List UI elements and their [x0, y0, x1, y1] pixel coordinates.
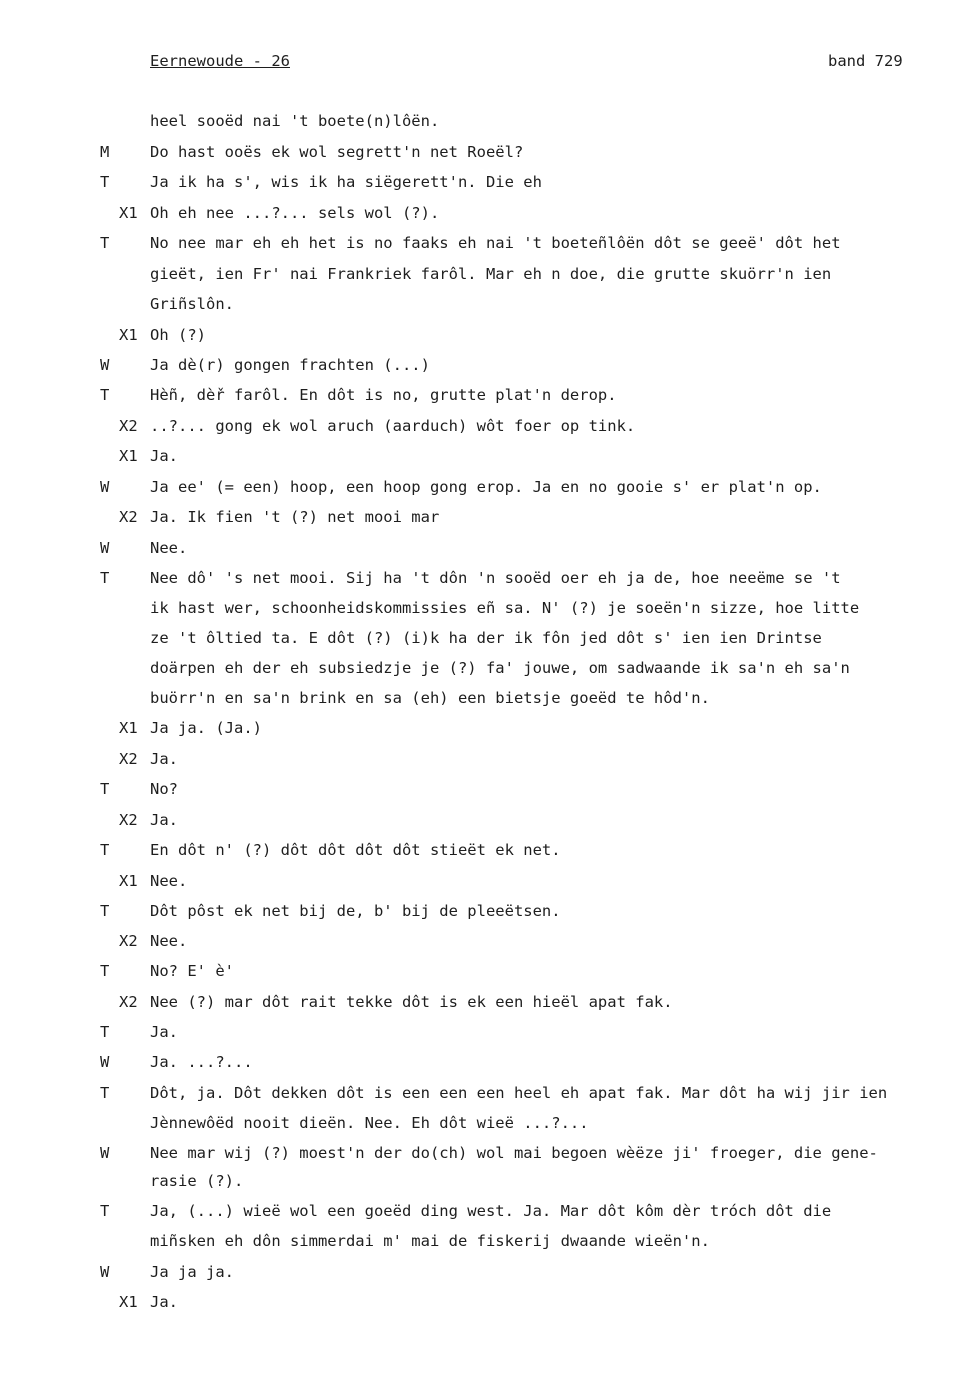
- utterance: Hèñ, dèř farôl. En dôt is no, grutte plat'n derop.: [150, 386, 617, 404]
- speaker: X1: [119, 447, 138, 465]
- utterance: gieët, ien Fr' nai Frankriek farôl. Mar eh n doe, die grutte skuörr'n ien: [150, 265, 832, 283]
- utterance: Ja.: [150, 1023, 178, 1041]
- utterance: Nee.: [150, 872, 188, 890]
- speaker: M: [100, 143, 110, 161]
- utterance: Ja dè(r) gongen frachten (...): [150, 356, 430, 374]
- utterance: Oh (?): [150, 326, 206, 344]
- speaker: T: [100, 234, 110, 252]
- speaker: T: [100, 841, 110, 859]
- speaker: T: [100, 386, 110, 404]
- speaker: X1: [119, 326, 138, 344]
- utterance: ..?... gong ek wol aruch (aarduch) wôt foer op tink.: [150, 417, 636, 435]
- speaker: X2: [119, 750, 138, 768]
- utterance: Dôt, ja. Dôt dekken dôt is een een een heel eh apat fak. Mar dôt ha wij jir ien: [150, 1084, 888, 1102]
- utterance: Ja. Ik fien 't (?) net mooi mar: [150, 508, 440, 526]
- speaker: X1: [119, 1293, 138, 1311]
- speaker: X1: [119, 872, 138, 890]
- utterance: Ja. ...?...: [150, 1053, 253, 1071]
- utterance: Ja ja. (Ja.): [150, 719, 262, 737]
- utterance: Ja ja ja.: [150, 1263, 234, 1281]
- utterance: Do hast ooës ek wol segrett'n net Roeël?: [150, 143, 524, 161]
- speaker: W: [100, 1144, 110, 1162]
- utterance: rasie (?).: [150, 1172, 244, 1190]
- utterance: Nee mar wij (?) moest'n der do(ch) wol mai begoen wèëze ji' froeger, die gene-: [150, 1144, 878, 1162]
- speaker: X2: [119, 417, 138, 435]
- utterance: Ja.: [150, 447, 178, 465]
- speaker: T: [100, 962, 110, 980]
- utterance: No nee mar eh eh het is no faaks eh nai 't boeteñlôën dôt se geeë' dôt het: [150, 234, 841, 252]
- speaker: X2: [119, 811, 138, 829]
- speaker: T: [100, 1202, 110, 1220]
- speaker: T: [100, 780, 110, 798]
- speaker: W: [100, 1053, 110, 1071]
- utterance: Nee.: [150, 539, 188, 557]
- speaker: X1: [119, 204, 138, 222]
- page-header-band: band 729: [828, 52, 903, 70]
- utterance: buörr'n en sa'n brink en sa (eh) een bietsje goeëd te hôd'n.: [150, 689, 710, 707]
- utterance: Ja.: [150, 1293, 178, 1311]
- speaker: W: [100, 539, 110, 557]
- utterance: Ja ee' (= een) hoop, een hoop gong erop. Ja en no gooie s' er plat'n op.: [150, 478, 822, 496]
- utterance: Ja.: [150, 811, 178, 829]
- speaker: X2: [119, 508, 138, 526]
- utterance: Oh eh nee ...?... sels wol (?).: [150, 204, 440, 222]
- utterance: Ja, (...) wieë wol een goeëd ding west. Ja. Mar dôt kôm dèr tróch dôt die: [150, 1202, 832, 1220]
- speaker: W: [100, 478, 110, 496]
- utterance: Jènnewôëd nooit dieën. Nee. Eh dôt wieë ...?...: [150, 1114, 589, 1132]
- utterance: No? E' è': [150, 962, 234, 980]
- utterance: Griñslôn.: [150, 295, 234, 313]
- speaker: W: [100, 356, 110, 374]
- speaker: W: [100, 1263, 110, 1281]
- utterance: En dôt n' (?) dôt dôt dôt dôt stieët ek net.: [150, 841, 561, 859]
- speaker: X2: [119, 993, 138, 1011]
- utterance: Dôt pôst ek net bij de, b' bij de pleeëtsen.: [150, 902, 561, 920]
- utterance: ik hast wer, schoonheidskommissies eñ sa. N' (?) je soeën'n sizze, hoe litte: [150, 599, 860, 617]
- speaker: X2: [119, 932, 138, 950]
- speaker: T: [100, 902, 110, 920]
- speaker: X1: [119, 719, 138, 737]
- utterance: Nee dô' 's net mooi. Sij ha 't dôn 'n sooëd oer eh ja de, hoe neeëme se 't: [150, 569, 841, 587]
- utterance: Nee.: [150, 932, 188, 950]
- utterance: Ja ik ha s', wis ik ha siëgerett'n. Die eh: [150, 173, 542, 191]
- speaker: T: [100, 569, 110, 587]
- page-header-title: Eernewoude - 26: [150, 52, 290, 70]
- utterance: No?: [150, 780, 178, 798]
- utterance: ze 't ôltied ta. E dôt (?) (i)k ha der ik fôn jed dôt s' ien ien Drintse: [150, 629, 822, 647]
- utterance: heel sooëd nai 't boete(n)lôën.: [150, 112, 440, 130]
- speaker: T: [100, 1023, 110, 1041]
- speaker: T: [100, 1084, 110, 1102]
- utterance: doärpen eh der eh subsiedzje je (?) fa' jouwe, om sadwaande ik sa'n eh sa'n: [150, 659, 850, 677]
- utterance: miñsken eh dôn simmerdai m' mai de fiskerij dwaande wieën'n.: [150, 1232, 710, 1250]
- utterance: Ja.: [150, 750, 178, 768]
- utterance: Nee (?) mar dôt rait tekke dôt is ek een hieël apat fak.: [150, 993, 673, 1011]
- speaker: T: [100, 173, 110, 191]
